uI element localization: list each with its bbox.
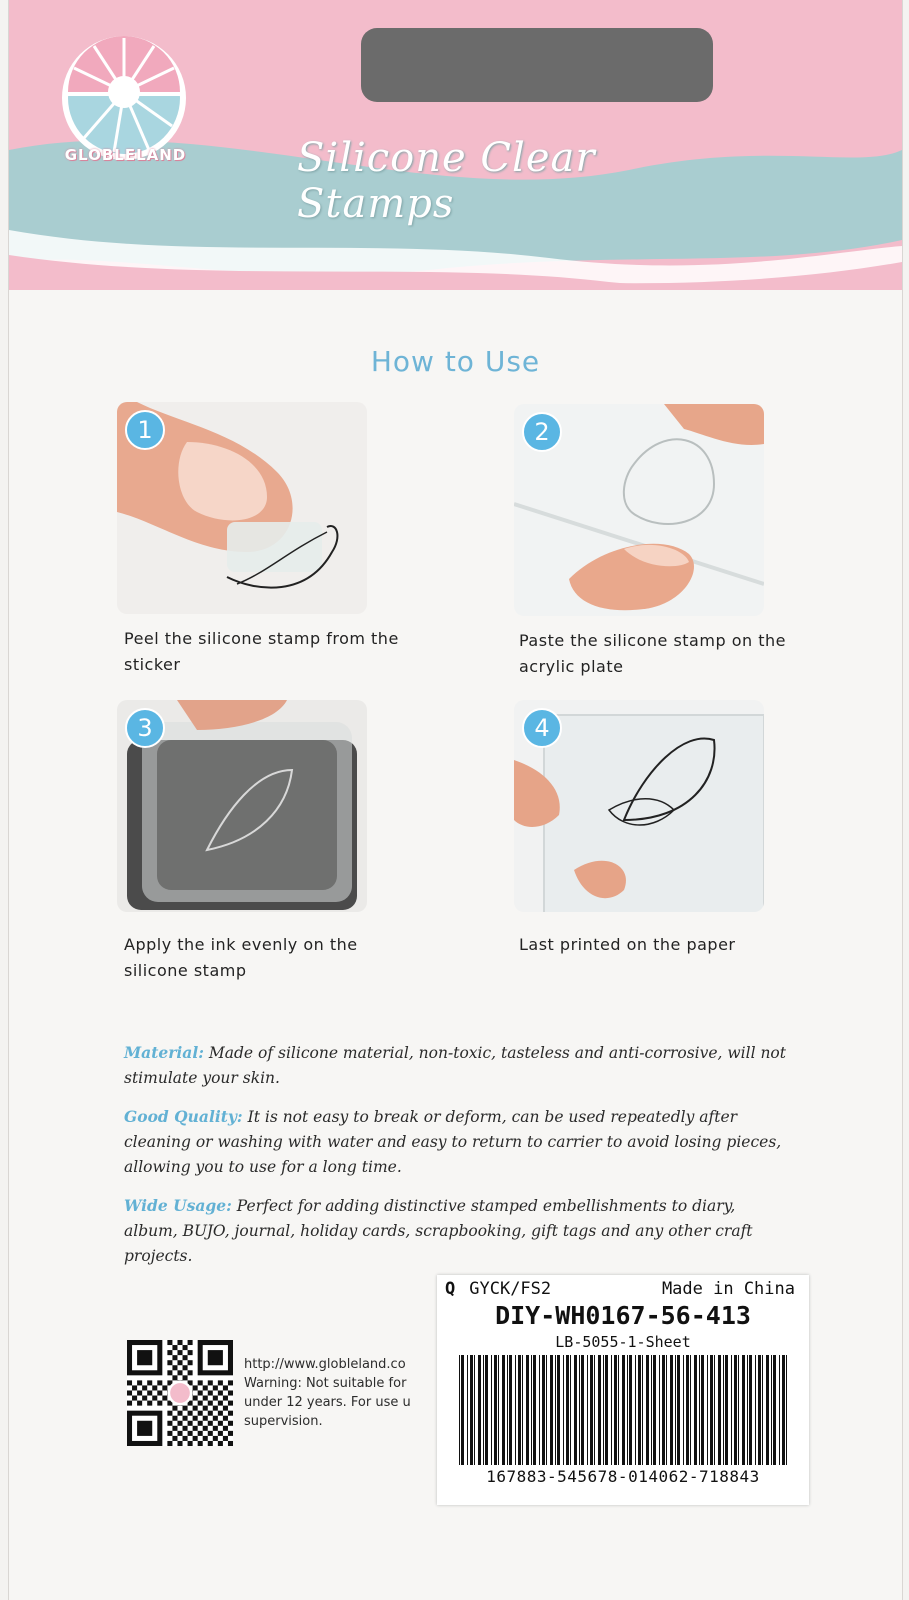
step-3-number: 3 (125, 708, 165, 748)
warning-line-2: under 12 years. For use u (244, 1395, 411, 1410)
header-band (9, 0, 902, 290)
quality-text: It is not easy to break or deform, can be used repeatedly after cleaning or washing with water and easy to return to carrier to avoid losing pieces, allowing you to use for a long time. (124, 1108, 782, 1176)
step-2-photo (514, 404, 764, 616)
material-text: Made of silicone material, non-toxic, tasteless and anti-corrosive, will not stimulate your skin. (124, 1044, 786, 1087)
website-url: http://www.globleland.co (244, 1357, 406, 1372)
product-title: Silicone Clear Stamps (297, 135, 596, 227)
step-4-caption (519, 932, 809, 958)
step-1-caption-line1: Peel the silicone stamp from the (124, 629, 399, 648)
step-3-caption (124, 932, 414, 984)
step-1-photo (117, 402, 367, 614)
batch-code: GYCK/FS2 (469, 1279, 552, 1299)
sku-code: DIY-WH0167-56-413 (495, 1301, 751, 1330)
batch-row (445, 1279, 551, 1299)
barcode-number: 167883-545678-014062-718843 (486, 1467, 760, 1486)
material-paragraph (124, 1040, 789, 1091)
step-1-number: 1 (125, 410, 165, 450)
usage-text: Perfect for adding distinctive stamped embellishments to diary, album, BUJO, journal, holiday cards, scrapbooking, gift tags and any other craft projects. (124, 1197, 753, 1265)
made-in-label: Made in China (661, 1279, 795, 1299)
package-back (8, 0, 903, 1600)
step-4-photo (514, 700, 764, 912)
quality-paragraph (124, 1104, 789, 1180)
step-2-caption-line2: acrylic plate (519, 657, 624, 676)
usage-paragraph (124, 1193, 789, 1269)
step-2-caption (519, 628, 809, 680)
warning-line-3: supervision. (244, 1414, 323, 1429)
brand-name: GLOBLELAND (64, 146, 187, 164)
usage-label: Wide Usage: (124, 1196, 232, 1215)
how-to-use-title: How to Use (370, 345, 541, 378)
step-2-number: 2 (522, 412, 562, 452)
step-4-caption-line1: Last printed on the paper (519, 935, 736, 954)
warning-line-1: Warning: Not suitable for (244, 1376, 407, 1391)
sheet-code: LB-5055-1-Sheet (555, 1333, 691, 1351)
q-mark-icon: Q (445, 1279, 456, 1299)
step-3-photo (117, 700, 367, 912)
step-4-number: 4 (522, 708, 562, 748)
quality-label: Good Quality: (124, 1107, 243, 1126)
barcode-icon (459, 1355, 789, 1465)
qr-code-icon (127, 1340, 233, 1446)
step-3-caption-line1: Apply the ink evenly on the (124, 935, 358, 954)
step-2-caption-line1: Paste the silicone stamp on the (519, 631, 786, 650)
product-label-sticker (437, 1275, 809, 1505)
step-1-caption-line2: sticker (124, 655, 181, 674)
hang-slot (361, 28, 713, 102)
material-label: Material: (124, 1043, 204, 1062)
footer-text (244, 1355, 444, 1431)
step-1-caption (124, 626, 414, 678)
step-3-caption-line2: silicone stamp (124, 961, 247, 980)
